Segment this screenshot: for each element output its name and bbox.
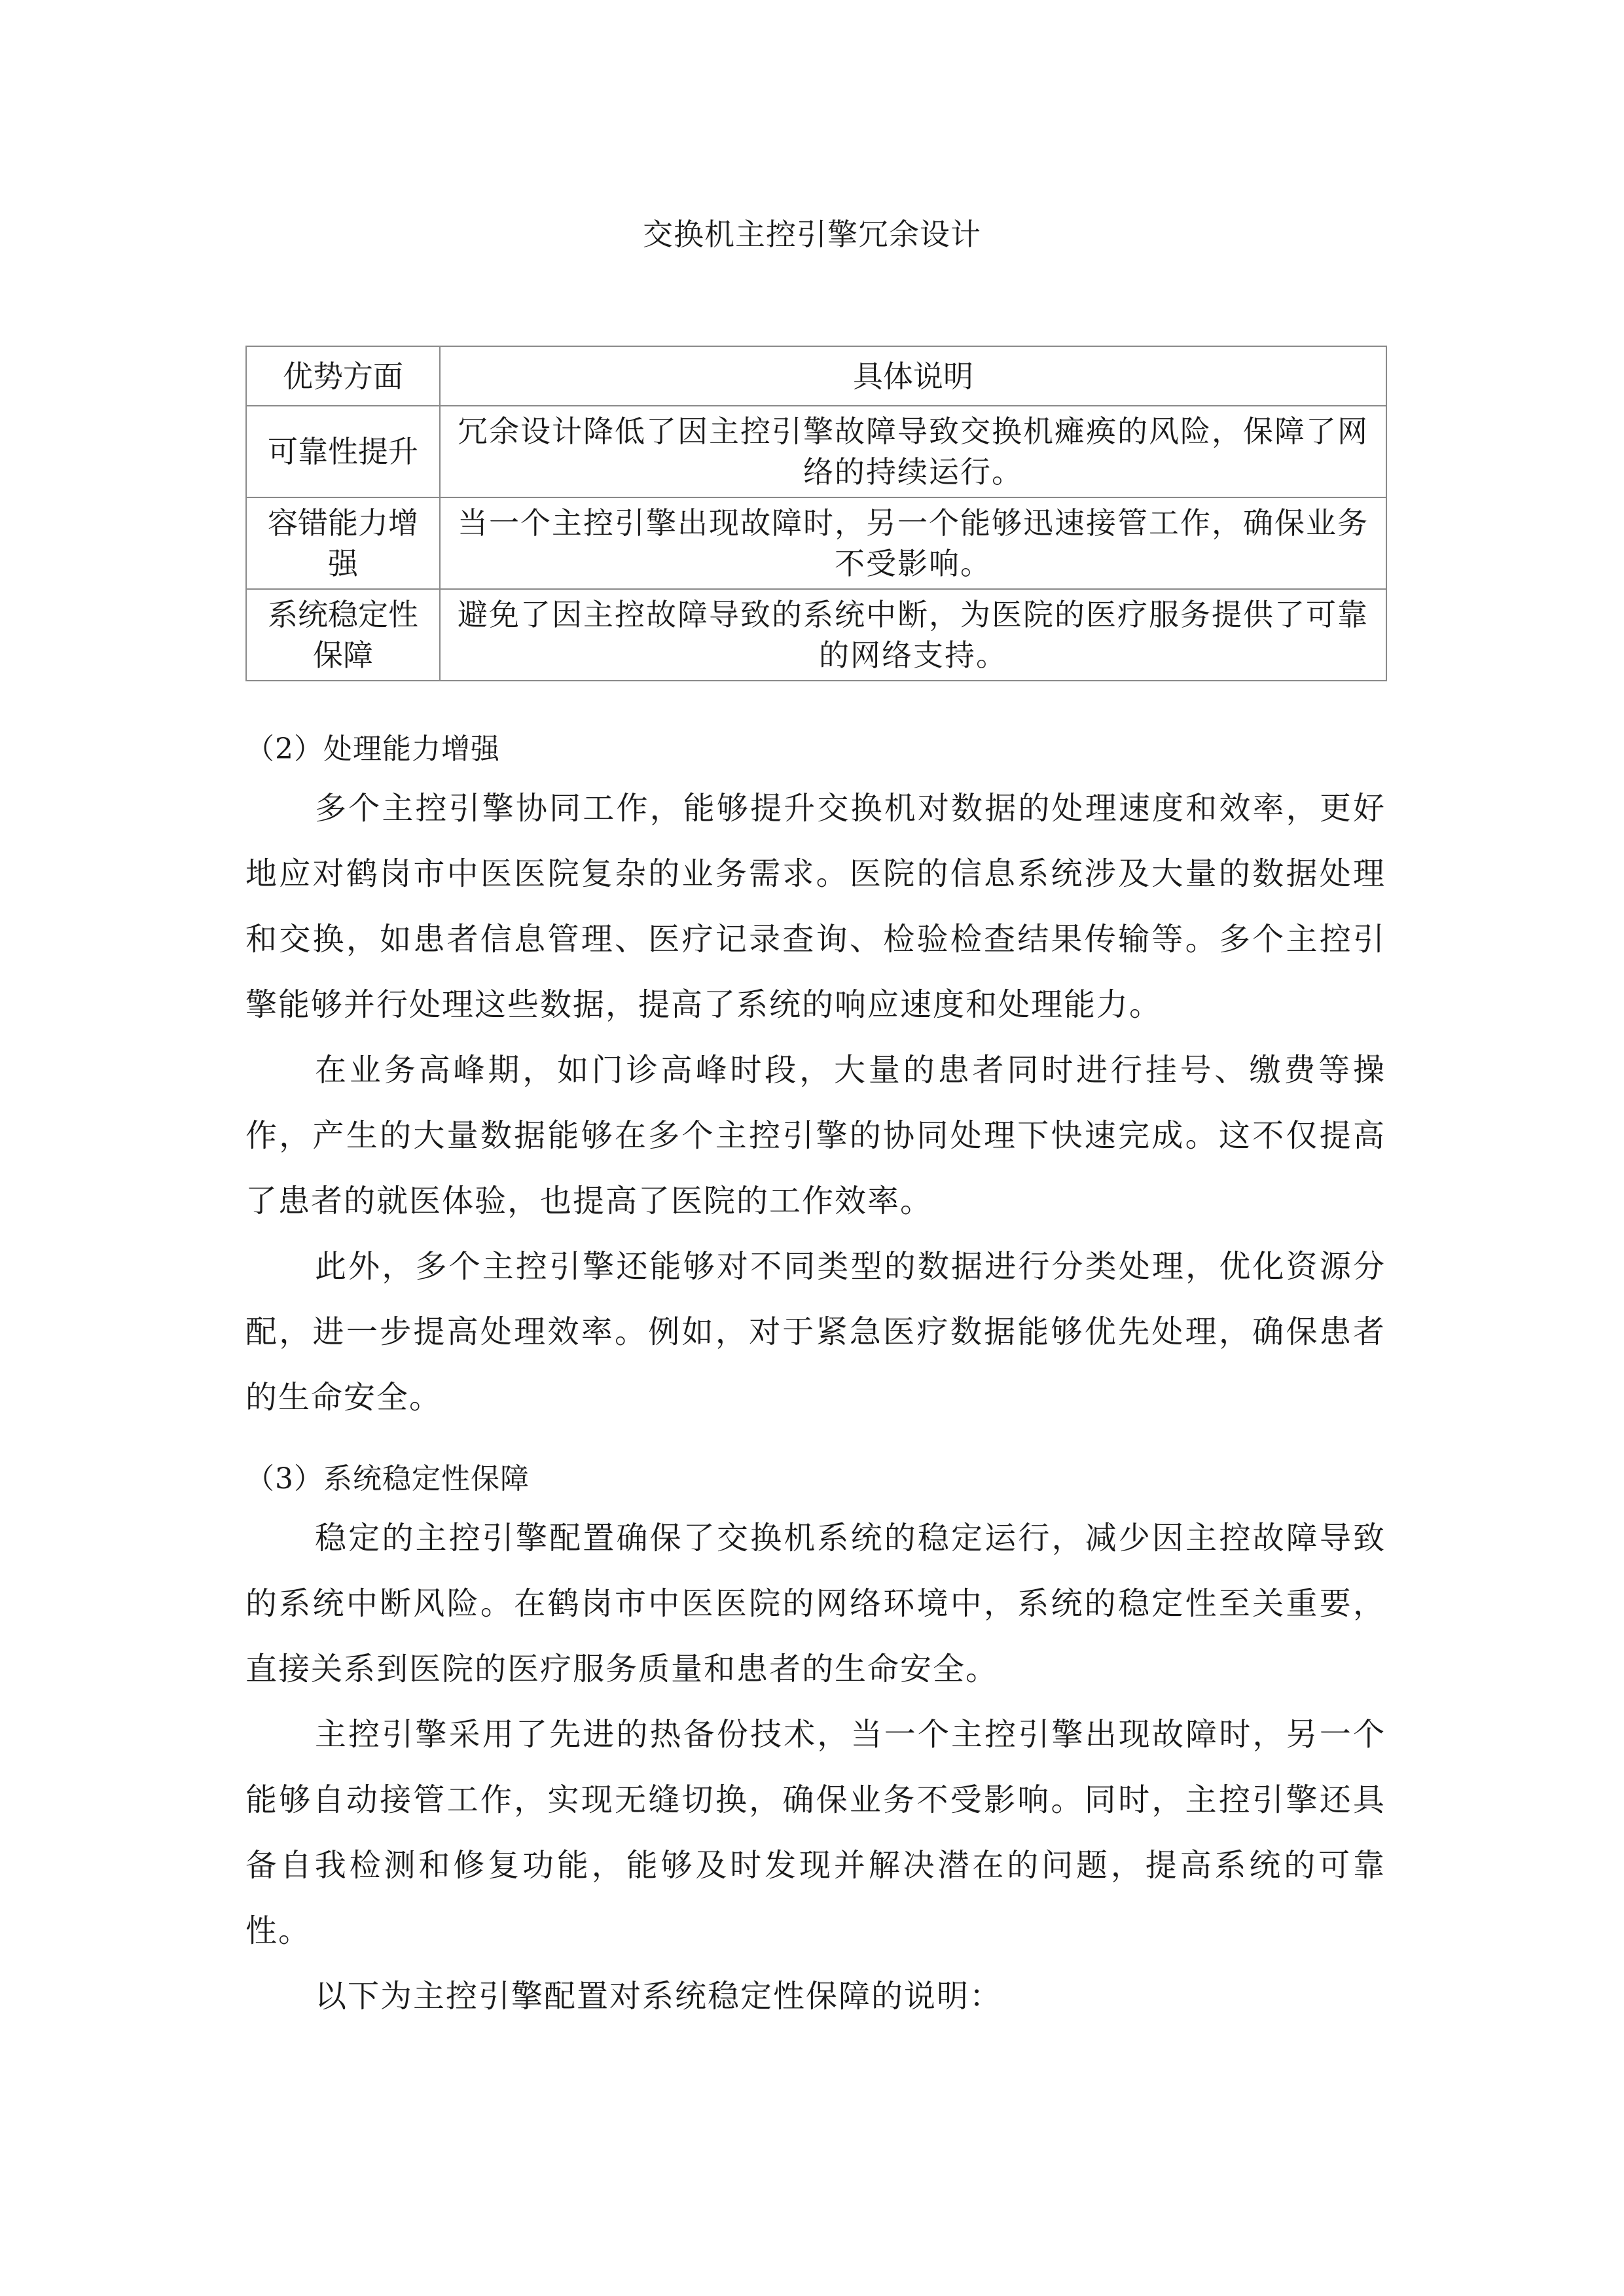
paragraph: 稳定的主控引擎配置确保了交换机系统的稳定运行，减少因主控故障导致的系统中断风险。在鹤岗市中医医院的网络环境中，系统的稳定性至关重要，直接关系到医院的医疗服务质量和患者的生命安全。 [245, 1520, 1386, 1687]
section-heading-stability: （3）系统稳定性保障 [245, 1462, 530, 1496]
cell-aspect: 容错能力增强 [246, 497, 440, 589]
table-caption: 交换机主控引擎冗余设计 [643, 217, 981, 252]
paragraph: 多个主控引擎协同工作，能够提升交换机对数据的处理速度和效率，更好地应对鹤岗市中医医院复杂的业务需求。医院的信息系统涉及大量的数据处理和交换，如患者信息管理、医疗记录查询、检验检查结果传输等。多个主控引擎能够并行处理这些数据，提高了系统的响应速度和处理能力。 [245, 790, 1386, 1023]
section-heading-processing: （2）处理能力增强 [245, 732, 500, 766]
paragraph: 主控引擎采用了先进的热备份技术，当一个主控引擎出现故障时，另一个能够自动接管工作，实现无缝切换，确保业务不受影响。同时，主控引擎还具备自我检测和修复功能，能够及时发现并解决潜在的问题，提高系统的可靠性。 [245, 1716, 1386, 1949]
table-row [246, 589, 1386, 681]
paragraph: 以下为主控引擎配置对系统稳定性保障的说明： [315, 1978, 1003, 2015]
header-cell-detail: 具体说明 [440, 346, 1386, 406]
cell-aspect: 系统稳定性保障 [246, 589, 440, 681]
paragraph: 在业务高峰期，如门诊高峰时段，大量的患者同时进行挂号、缴费等操作，产生的大量数据能够在多个主控引擎的协同处理下快速完成。这不仅提高了患者的就医体验，也提高了医院的工作效率。 [245, 1052, 1386, 1219]
cell-aspect: 可靠性提升 [246, 406, 440, 497]
paragraph: 此外，多个主控引擎还能够对不同类型的数据进行分类处理，优化资源分配，进一步提高处理效率。例如，对于紧急医疗数据能够优先处理，确保患者的生命安全。 [245, 1248, 1386, 1416]
table-header-row [246, 346, 1386, 406]
table-row [246, 406, 1386, 497]
cell-detail: 当一个主控引擎出现故障时，另一个能够迅速接管工作，确保业务不受影响。 [440, 497, 1386, 589]
cell-detail: 避免了因主控故障导致的系统中断，为医院的医疗服务提供了可靠的网络支持。 [440, 589, 1386, 681]
cell-detail: 冗余设计降低了因主控引擎故障导致交换机瘫痪的风险，保障了网络的持续运行。 [440, 406, 1386, 497]
header-cell-aspect: 优势方面 [246, 346, 440, 406]
table-row [246, 497, 1386, 589]
redundancy-table [245, 346, 1387, 681]
